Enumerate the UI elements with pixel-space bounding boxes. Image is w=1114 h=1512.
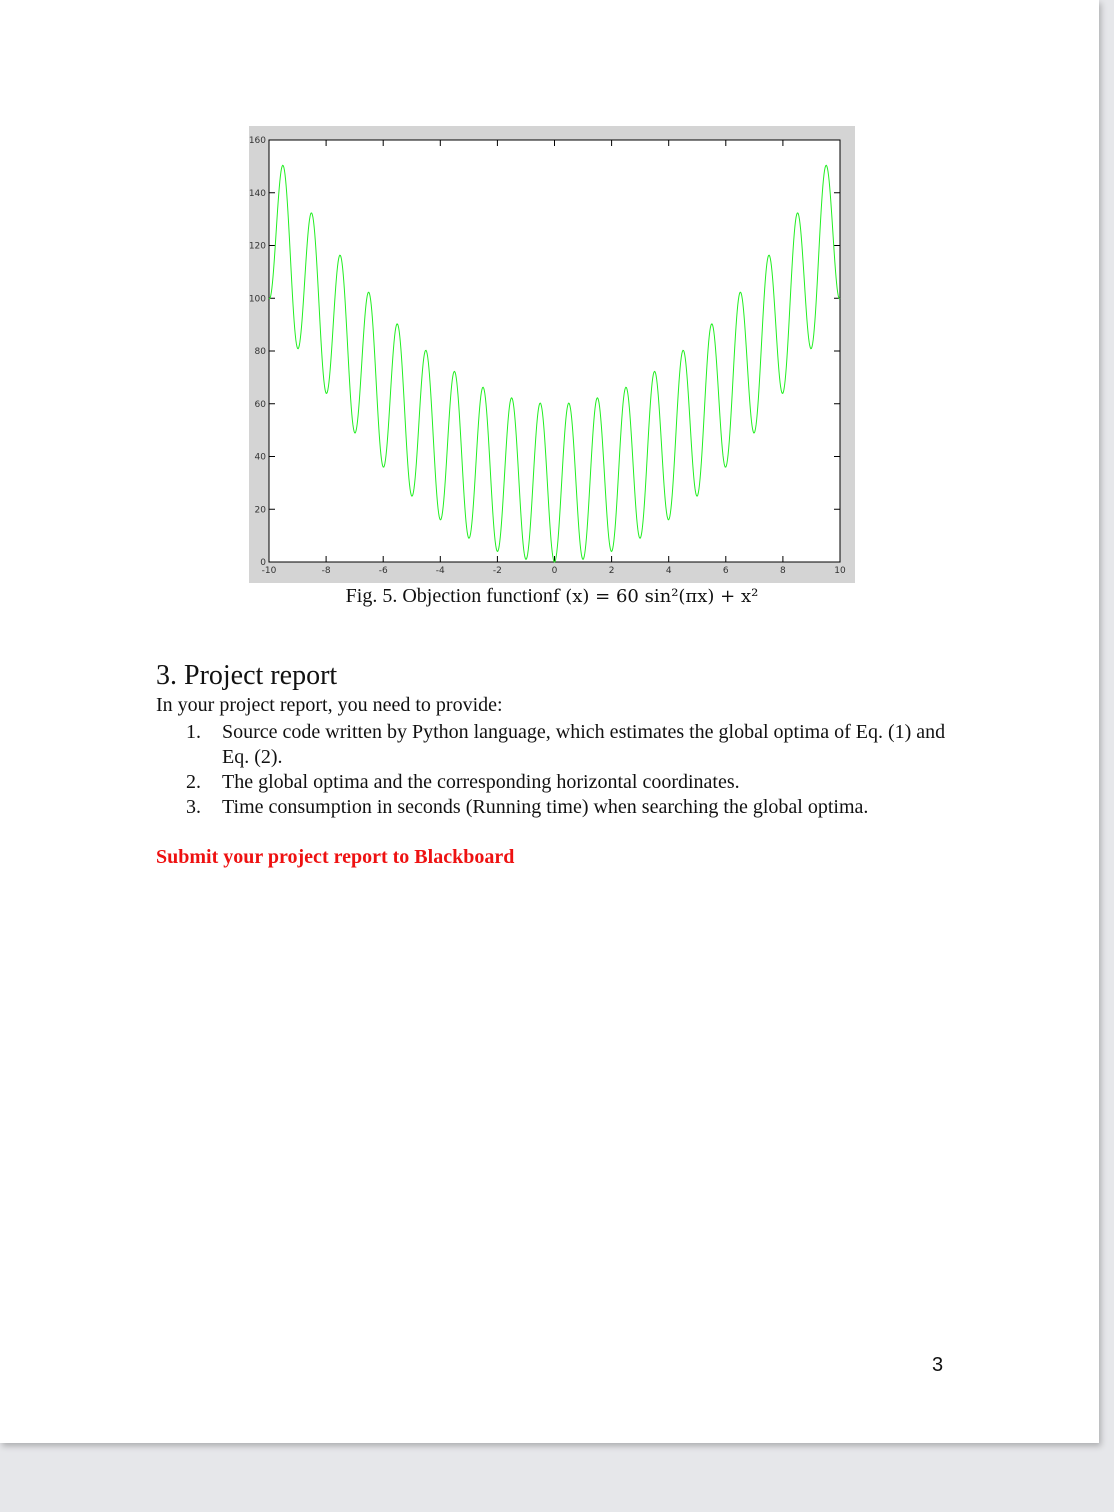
figure-frame [249, 126, 855, 583]
x-tick-label: 2 [608, 566, 615, 576]
x-tick-label: -10 [261, 566, 277, 576]
y-tick-label: 100 [249, 294, 266, 305]
figure-caption [249, 585, 855, 608]
y-tick-label: 140 [249, 188, 266, 199]
plot-area [269, 140, 840, 562]
y-tick-label: 160 [249, 136, 266, 146]
y-tick-label: 40 [254, 452, 266, 463]
caption-formula: f (x) = 60 sin²(πx) + x² [552, 586, 759, 607]
x-tick-label: 10 [834, 566, 846, 576]
x-tick-label: 8 [780, 566, 786, 576]
requirements-list [186, 720, 946, 820]
x-tick-label: 6 [722, 566, 729, 576]
y-tick-label: 80 [254, 347, 266, 357]
y-tick-label: 60 [254, 399, 266, 410]
x-tick-label: -8 [321, 566, 331, 576]
y-tick-label: 0 [260, 558, 266, 568]
x-tick-label: -2 [492, 566, 502, 576]
requirement-item [186, 795, 946, 820]
section-title: 3. Project report [156, 660, 338, 691]
requirement-number: 1. [186, 721, 201, 743]
requirement-item [186, 770, 946, 795]
requirement-text: Source code written by Python language, which estimates the global optima of Eq. (1) and Eq. (2). [222, 721, 946, 768]
section-intro: In your project report, you need to provide: [156, 694, 503, 716]
submit-note: Submit your project report to Blackboard [156, 846, 515, 868]
requirement-text: The global optima and the corresponding horizontal coordinates. [222, 771, 740, 793]
requirement-text: Time consumption in seconds (Running time) when searching the global optima. [222, 796, 869, 818]
x-tick-label: 0 [551, 566, 558, 576]
y-tick-label: 120 [249, 241, 266, 252]
requirement-item [186, 720, 946, 770]
x-tick-label: -6 [378, 566, 388, 576]
x-tick-label: -4 [435, 566, 445, 576]
y-tick-label: 20 [254, 505, 266, 516]
caption-prefix: Fig. 5. Objection function [345, 585, 553, 607]
objective-function-chart [249, 126, 855, 583]
requirement-number: 3. [186, 796, 201, 818]
page-number: 3 [932, 1354, 944, 1376]
x-tick-label: 4 [665, 566, 672, 576]
requirement-number: 2. [186, 771, 201, 793]
